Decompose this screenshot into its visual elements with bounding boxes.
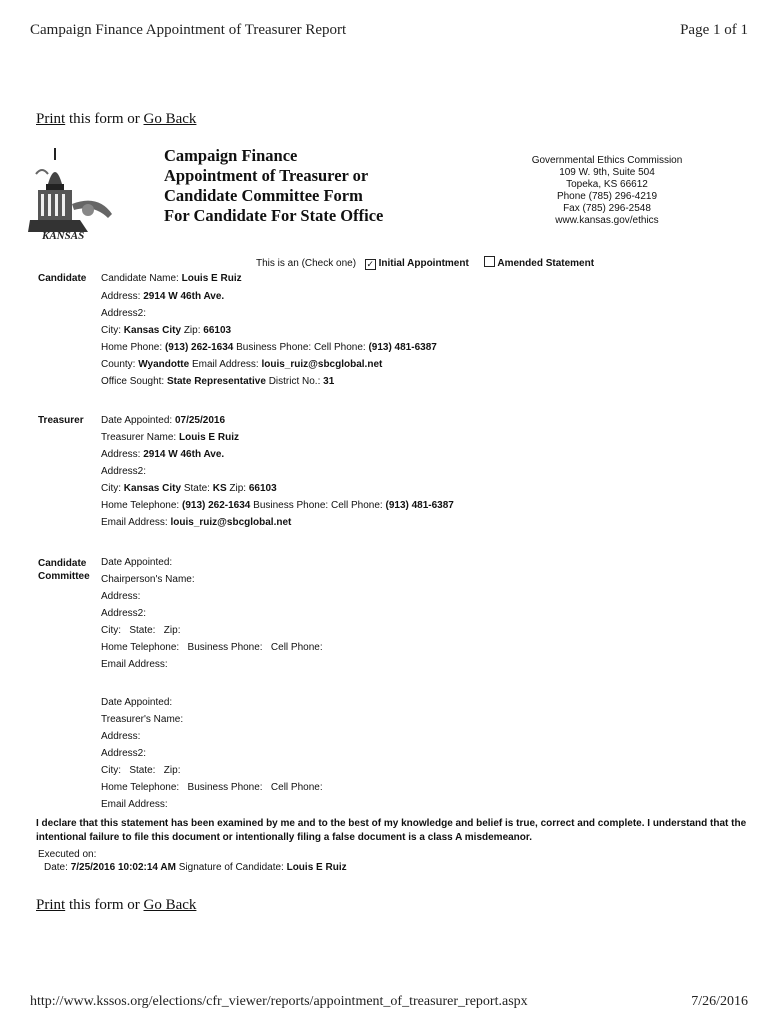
page-number: Page 1 of 1 (680, 22, 748, 38)
treasurer-address-row: Address: 2914 W 46th Ave. (101, 449, 225, 460)
bottom-nav (36, 897, 196, 914)
treasurer-state: KS (212, 483, 227, 494)
treasurer-phone-row: Home Telephone: (913) 262-1634 Business Phone: Cell Phone: (913) 481-6387 (101, 500, 454, 511)
treasurer-zip: 66103 (248, 483, 277, 494)
committee-treasurer-email-row: Email Address: (101, 799, 168, 810)
treasurer-name: Louis E Ruiz (178, 432, 239, 443)
seal-lettering: KANSAS (42, 230, 85, 242)
check-one-label: This is an (Check one) (256, 258, 357, 269)
org-address: 109 W. 9th, Suite 504 (559, 167, 655, 178)
org-fax: Fax (785) 296-2548 (563, 203, 651, 214)
treasurer-city: Kansas City (123, 483, 182, 494)
committee-treasurer-phone-row: Home Telephone: Business Phone: Cell Phone: (101, 782, 323, 793)
committee-section-label: Candidate Committee (38, 558, 90, 582)
candidate-address2-row: Address2: (101, 308, 147, 319)
nav-text: this form or (65, 111, 144, 127)
print-link[interactable]: Print (36, 111, 66, 127)
committee-phone-row: Home Telephone: Business Phone: Cell Phone: (101, 642, 323, 653)
candidate-name: Louis E Ruiz (181, 273, 242, 284)
org-info (522, 155, 692, 227)
page-header-title: Campaign Finance Appointment of Treasurer Report (30, 22, 347, 38)
candidate-signature: Louis E Ruiz (286, 862, 347, 873)
committee-email-row: Email Address: (101, 659, 168, 670)
checkmark-icon: ✓ (366, 259, 375, 269)
committee-treasurer-city-row: City: State: Zip: (101, 765, 181, 776)
candidate-cell-phone: (913) 481-6387 (368, 342, 437, 353)
committee-treasurer-name-row: Treasurer's Name: (101, 714, 184, 725)
top-nav (36, 111, 196, 128)
capitol-dome-icon (28, 144, 120, 244)
committee-treasurer-date-row: Date Appointed: (101, 697, 173, 708)
candidate-section-label: Candidate (38, 273, 87, 284)
candidate-county: Wyandotte (138, 359, 190, 370)
footer-date: 7/26/2016 (691, 994, 748, 1009)
footer-url: http://www.kssos.org/elections/cfr_viewer/reports/appointment_of_treasurer_report.aspx (30, 994, 528, 1009)
amended-statement-label: Amended Statement (497, 258, 595, 269)
candidate-district: 31 (323, 376, 335, 387)
check-one-row (256, 256, 594, 270)
candidate-address-row: Address: 2914 W 46th Ave. (101, 291, 225, 302)
candidate-address: 2914 W 46th Ave. (143, 291, 225, 302)
candidate-office: State Representative (166, 376, 266, 387)
committee-chair-row: Chairperson's Name: (101, 574, 195, 585)
go-back-link[interactable]: Go Back (143, 111, 197, 127)
candidate-office-row: Office Sought: State Representative District No.: 31 (101, 376, 335, 387)
candidate-email: louis_ruiz@sbcglobal.net (261, 359, 383, 370)
treasurer-address: 2914 W 46th Ave. (143, 449, 225, 460)
org-name: Governmental Ethics Commission (531, 155, 683, 166)
amended-statement-checkbox[interactable] (484, 256, 495, 267)
kansas-capitol-seal (28, 144, 120, 244)
org-web: www.kansas.gov/ethics (555, 215, 659, 226)
treasurer-name-row: Treasurer Name: Louis E Ruiz (101, 432, 239, 443)
treasurer-email-row: Email Address: louis_ruiz@sbcglobal.net (101, 517, 292, 528)
form-title-line-4: For Candidate For State Office (164, 206, 384, 225)
executed-on-label: Executed on: (38, 849, 97, 860)
treasurer-date: 07/25/2016 (174, 415, 226, 426)
candidate-county-row: County: Wyandotte Email Address: louis_ruiz@sbcglobal.net (101, 359, 383, 370)
execution-date: 7/25/2016 10:02:14 AM (70, 862, 176, 873)
execution-row: Date: 7/25/2016 10:02:14 AM Signature of Candidate: Louis E Ruiz (44, 862, 347, 873)
treasurer-city-row: City: Kansas City State: KS Zip: 66103 (101, 483, 277, 494)
initial-appointment-label: Initial Appointment (378, 258, 469, 269)
nav-text-bottom: this form or (65, 897, 144, 913)
committee-date-row: Date Appointed: (101, 557, 173, 568)
form-title-line-3: Candidate Committee Form (164, 186, 363, 205)
treasurer-home-phone: (913) 262-1634 (181, 500, 251, 511)
candidate-home-phone: (913) 262-1634 (164, 342, 234, 353)
form-title-line-2: Appointment of Treasurer or (164, 166, 369, 185)
form-title (164, 146, 383, 226)
treasurer-date-row: Date Appointed: 07/25/2016 (101, 415, 226, 426)
candidate-zip: 66103 (203, 325, 232, 336)
treasurer-email: louis_ruiz@sbcglobal.net (170, 517, 292, 528)
print-link-bottom[interactable]: Print (36, 897, 66, 913)
committee-city-row: City: State: Zip: (101, 625, 181, 636)
candidate-name-row: Candidate Name: Louis E Ruiz (101, 273, 242, 284)
form-title-line-1: Campaign Finance (164, 146, 298, 165)
treasurer-cell-phone: (913) 481-6387 (385, 500, 454, 511)
treasurer-section-label: Treasurer (38, 415, 84, 426)
committee-address2-row: Address2: (101, 608, 147, 619)
org-city: Topeka, KS 66612 (566, 179, 648, 190)
initial-appointment-checkbox[interactable] (365, 259, 376, 270)
candidate-phone-row: Home Phone: (913) 262-1634 Business Phone: Cell Phone: (913) 481-6387 (101, 342, 437, 353)
declaration-text: I declare that this statement has been examined by me and to the best of my knowledge and belief is true, correct and complete. I understand that the intentional failure to file this document or intentionally filing a false document is a class A misdemeanor. (36, 818, 747, 843)
candidate-city-row: City: Kansas City Zip: 66103 (101, 325, 232, 336)
treasurer-address2-row: Address2: (101, 466, 147, 477)
go-back-link-bottom[interactable]: Go Back (143, 897, 197, 913)
candidate-city: Kansas City (123, 325, 182, 336)
committee-address-row: Address: (101, 591, 141, 602)
committee-treasurer-address2-row: Address2: (101, 748, 147, 759)
org-phone: Phone (785) 296-4219 (556, 191, 658, 202)
committee-treasurer-address-row: Address: (101, 731, 141, 742)
